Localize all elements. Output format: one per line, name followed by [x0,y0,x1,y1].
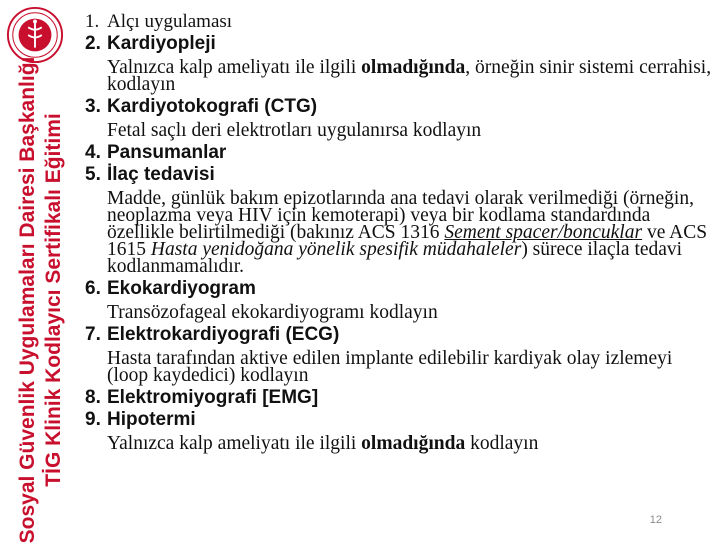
sidebar-line-1: Sosyal Güvenlik Uygulamaları Dairesi Başkanlığı [16,56,39,543]
page-number: 12 [649,514,662,526]
list-item-6 [85,279,715,299]
item-number: 7. [85,324,101,345]
body-text: Madde, günlük bakım epizotlarında ana tedavi olarak verilmediği (örneğin, neoplazma veya HIV için kemoterapi) veya bir kodlama standardında özellikle belirtilmediği (bakınız ACS 1316 [107,188,694,243]
item-title: Ekokardiyogram [107,278,256,299]
item-title: Kardiyopleji [107,33,216,54]
item-title: Elektrokardiyografi (ECG) [107,324,340,345]
item-number: 9. [85,409,101,430]
item-body-9 [85,435,715,452]
main-content [85,10,715,456]
sidebar-title [15,57,67,543]
item-number: 4. [85,142,101,163]
body-italic: Hasta yenidoğana yönelik spesifik müdahaleler [150,239,522,260]
sidebar-line-2: TİG Klinik Kodlayıcı Sertifikalı Eğitimi [42,113,65,487]
item-title: Pansumanlar [107,142,227,163]
item-number: 5. [85,164,101,185]
item-title: Elektromiyografi [EMG] [107,387,319,408]
item-number: 2. [85,33,101,54]
body-text: , örneğin sinir sistemi cerrahisi, kodlayın [107,57,712,95]
sidebar [0,0,82,543]
item-body-7: Hasta tarafından aktive edilen implante edilebilir kardiyak olay izlemeyi (loop kaydedici) kodlayın [107,348,673,386]
item-body-6: Transözofageal ekokardiyogramı kodlayın [107,302,438,323]
item-number: 3. [85,96,101,117]
body-text: Yalnızca kalp ameliyatı ile ilgili [107,57,362,78]
item-title: İlaç tedavisi [107,164,215,185]
body-text: Yalnızca kalp ameliyatı ile ilgili [107,433,362,454]
item-body-3: Fetal saçlı deri elektrotları uygulanırsa kodlayın [107,120,482,141]
list-item-5 [85,165,715,185]
body-text: ve ACS 1615 [107,222,708,260]
item-body-5 [85,190,715,275]
item-number: 6. [85,278,101,299]
list-item-7 [85,325,715,345]
ministry-logo-icon [6,6,64,64]
list-item-8 [85,388,715,408]
item-number: 8. [85,387,101,408]
body-text: kodlayın [465,433,539,454]
body-bold: olmadığında [361,57,466,78]
body-italic: Sement spacer/boncuklar [444,222,643,243]
body-bold: olmadığında [361,433,466,454]
list-item-1 [85,12,715,32]
item-title: Alçı uygulaması [107,11,233,32]
body-text: ) sürece ilaçla tedavi kodlanmamalıdır. [107,239,683,277]
list-item-9 [85,410,715,430]
list-item-3 [85,97,715,117]
list-item-2 [85,34,715,54]
item-number: 1. [85,11,100,32]
item-title: Hipotermi [107,409,196,430]
list-item-4 [85,143,715,163]
item-title: Kardiyotokografi (CTG) [107,96,318,117]
item-body-2 [85,59,715,93]
